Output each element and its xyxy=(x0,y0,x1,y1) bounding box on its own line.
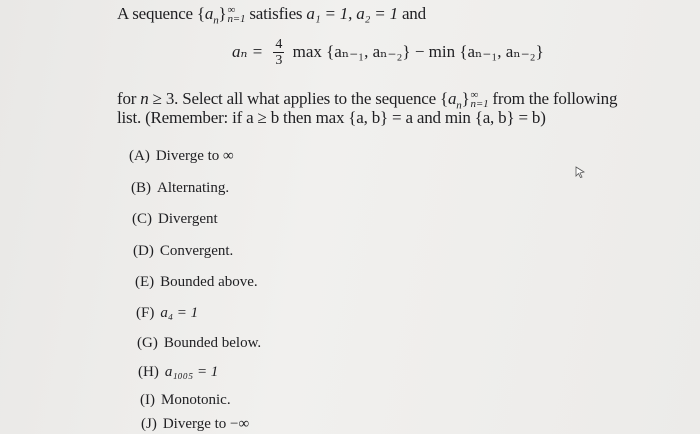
option-text: Alternating. xyxy=(157,180,230,196)
option-text: a₄ = 1 xyxy=(160,305,199,321)
option-letter: (H) xyxy=(138,364,159,380)
seq-var: a xyxy=(204,4,214,23)
para-n: n xyxy=(140,89,149,108)
option-letter: (G) xyxy=(137,335,158,351)
fraction xyxy=(273,38,284,68)
intro-prefix: A sequence { xyxy=(117,4,205,23)
formula-rhs: max {aₙ₋₁, aₙ₋₂} − min {aₙ₋₁, aₙ₋₂} xyxy=(292,41,544,61)
option-b[interactable] xyxy=(131,180,229,197)
fraction-denominator: 3 xyxy=(275,53,283,68)
option-text: Bounded above. xyxy=(160,274,258,290)
option-text: Bounded below. xyxy=(163,335,262,351)
option-text: Diverge to ∞ xyxy=(155,148,234,164)
para-cond: ≥ 3. Select all what applies to the sequence { xyxy=(148,89,448,108)
instruction-line-2: list. (Remember: if a ≥ b then max {a, b} = a and min {a, b} = b) xyxy=(117,108,546,127)
option-g[interactable] xyxy=(137,335,261,352)
option-c[interactable] xyxy=(132,211,218,228)
option-h[interactable] xyxy=(138,364,218,381)
option-a[interactable] xyxy=(129,148,234,165)
option-letter: (I) xyxy=(140,392,155,408)
option-letter: (C) xyxy=(132,211,152,227)
option-text: Monotonic. xyxy=(161,392,231,408)
seq-sub-range: n=1 xyxy=(227,13,246,26)
intro-sep: , xyxy=(348,4,357,23)
option-letter: (J) xyxy=(141,416,157,432)
condition-a1: a₁ = 1 xyxy=(306,4,349,23)
option-text: Divergent xyxy=(158,211,218,227)
option-letter: (B) xyxy=(131,180,151,196)
formula-lhs: aₙ = xyxy=(232,41,264,61)
option-text: Convergent. xyxy=(159,243,234,259)
option-letter: (A) xyxy=(129,148,150,164)
para-sup: ∞ xyxy=(470,89,479,102)
option-letter: (D) xyxy=(133,243,154,259)
option-e[interactable] xyxy=(135,274,258,291)
mouse-cursor-icon xyxy=(574,166,586,178)
intro-line xyxy=(117,4,426,26)
para-end: from the following xyxy=(488,89,618,108)
para-seq-close: } xyxy=(461,89,470,108)
condition-a2: a₂ = 1 xyxy=(356,4,398,23)
seq-close: } xyxy=(218,4,227,23)
option-d[interactable] xyxy=(133,243,233,260)
intro-mid: satisfies xyxy=(245,4,307,23)
option-i[interactable] xyxy=(140,392,231,409)
option-f[interactable] xyxy=(136,305,198,322)
option-letter: (F) xyxy=(136,305,155,321)
option-j[interactable] xyxy=(141,416,249,433)
seq-sub: n xyxy=(213,14,219,27)
option-letter: (E) xyxy=(135,274,155,290)
para-limits xyxy=(471,91,489,109)
para-seq-sub: n xyxy=(456,99,462,112)
seq-sup: ∞ xyxy=(227,4,236,17)
para-seq-var: a xyxy=(447,89,457,108)
recurrence-formula xyxy=(232,38,544,68)
option-text: Diverge to −∞ xyxy=(162,416,250,432)
para-start: for xyxy=(117,89,141,108)
option-text: a₁₀₀₅ = 1 xyxy=(164,364,219,380)
fraction-numerator: 4 xyxy=(275,37,283,52)
seq-limits xyxy=(228,6,246,24)
para-sub-range: n=1 xyxy=(470,98,489,111)
intro-suffix: and xyxy=(397,4,426,23)
